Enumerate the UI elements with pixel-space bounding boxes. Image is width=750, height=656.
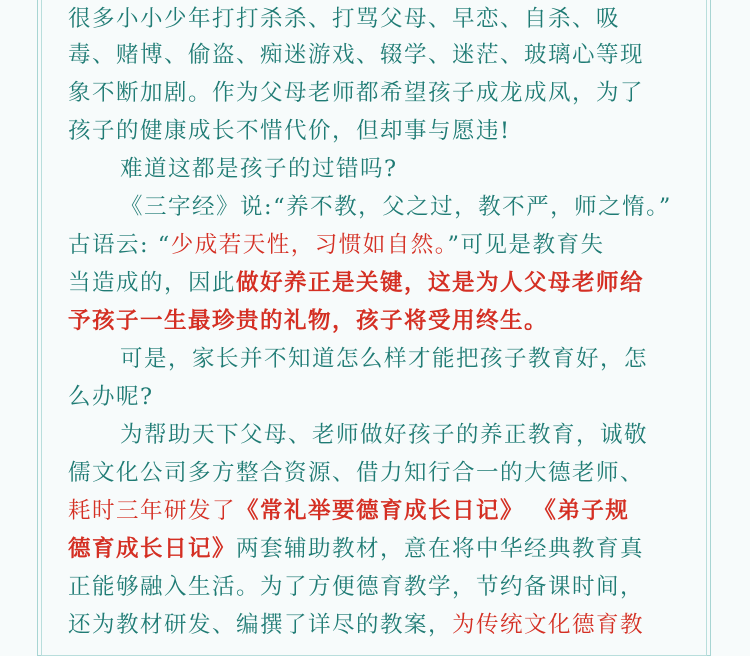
- highlighted-text: 少成若天性，习惯如自然。: [170, 232, 448, 258]
- text-line: [68, 150, 398, 188]
- text-line: [68, 530, 644, 568]
- highlighted-text: 《常礼举要德育成长日记》 《弟子规: [236, 498, 630, 524]
- highlighted-text: 耗时三年研发了: [68, 498, 237, 524]
- text-segment: 当造成的，因此: [68, 270, 237, 296]
- text-line: [68, 340, 648, 378]
- text-line: [68, 264, 644, 302]
- text-segment: 《三字经》说:“养不教，父之过，教不严，师之惰。”: [120, 194, 672, 220]
- text-line: [68, 188, 672, 226]
- text-segment: 象不断加剧。作为父母老师都希望孩子成龙成凤，为了: [68, 80, 645, 106]
- text-segment: 可是，家长并不知道怎么样才能把孩子教育好，怎: [120, 346, 649, 372]
- text-segment: 儒文化公司多方整合资源、借力知行合一的大德老师、: [68, 460, 645, 486]
- highlighted-text: 予孩子一生最珍贵的礼物，孩子将受用终生。: [68, 308, 549, 334]
- text-line: [68, 36, 644, 74]
- text-line: [68, 606, 644, 644]
- text-line: [68, 416, 648, 454]
- text-segment: 正能够融入生活。为了方便德育教学，节约备课时间，: [68, 574, 645, 600]
- text-segment: 为帮助天下父母、老师做好孩子的养正教育，诚敬: [120, 422, 649, 448]
- text-segment: 还为教材研发、编撰了详尽的教案，: [68, 612, 453, 638]
- text-segment: 孩子的健康成长不惜代价，但却事与愿违!: [68, 118, 511, 144]
- text-segment: 么办呢?: [68, 384, 154, 410]
- highlighted-text: 德育成长日记》: [68, 536, 237, 562]
- text-line: [68, 302, 548, 340]
- text-line: [68, 226, 605, 264]
- text-line: [68, 0, 620, 38]
- text-segment: 两套辅助教材，意在将中华经典教育真: [236, 536, 645, 562]
- text-line: [68, 568, 644, 606]
- highlighted-text: 为传统文化德育教: [452, 612, 645, 638]
- text-line: [68, 454, 644, 492]
- text-segment: 难道这都是孩子的过错吗?: [120, 156, 398, 182]
- text-segment: 古语云: “: [68, 232, 171, 258]
- text-line: [68, 74, 644, 112]
- highlighted-text: 做好养正是关键，这是为人父母老师给: [236, 270, 645, 296]
- text-line: [68, 492, 629, 530]
- text-segment: 很多小小少年打打杀杀、打骂父母、早恋、自杀、吸: [68, 6, 621, 32]
- text-line: [68, 112, 511, 150]
- text-line: [68, 378, 154, 416]
- text-segment: 毒、赌博、偷盗、痴迷游戏、辍学、迷茫、玻璃心等现: [68, 42, 645, 68]
- text-segment: ”可见是教育失: [447, 232, 605, 258]
